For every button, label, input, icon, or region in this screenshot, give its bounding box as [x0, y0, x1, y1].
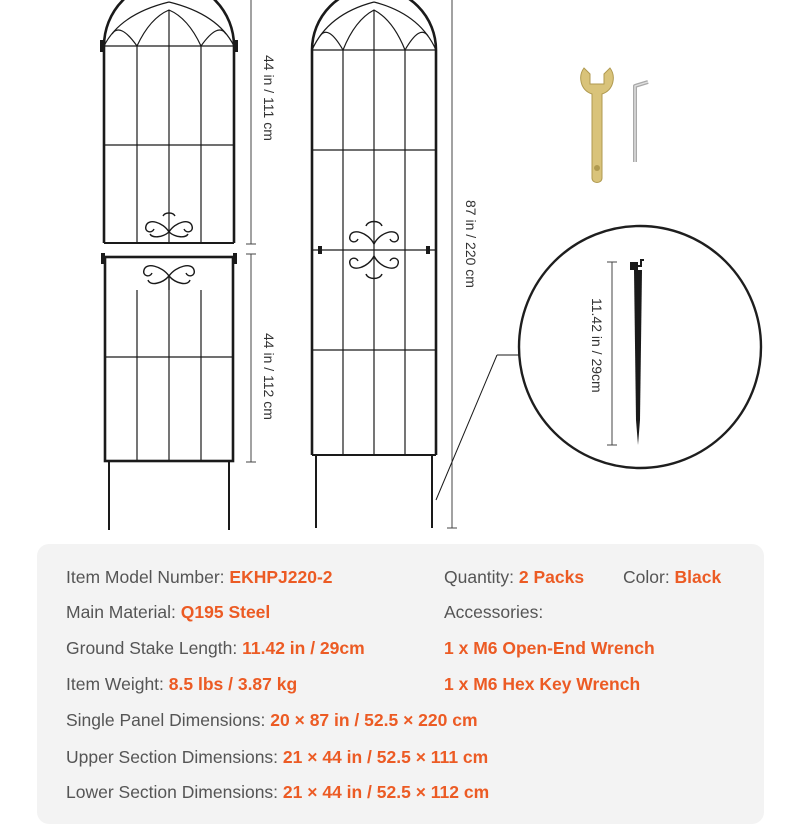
accessory-open-end-wrench: 1 x M6 Open-End Wrench	[444, 638, 655, 658]
spec-accessories-label: Accessories:	[444, 602, 544, 622]
spec-single-panel-value: 20 × 87 in / 52.5 × 220 cm	[270, 710, 478, 730]
upper-section-dimension: 44 in / 111 cm	[261, 55, 277, 141]
spec-lower-label: Lower Section Dimensions:	[66, 782, 283, 802]
spec-color-label: Color:	[623, 567, 675, 587]
spec-weight	[66, 673, 297, 695]
spec-stake-length	[66, 637, 365, 659]
spec-single-panel	[66, 709, 478, 731]
spec-material	[66, 601, 270, 623]
spec-stake-value: 11.42 in / 29cm	[242, 638, 365, 658]
accessory-hex-key-wrench: 1 x M6 Hex Key Wrench	[444, 674, 641, 694]
callout-leader	[436, 355, 497, 500]
open-end-wrench-icon	[581, 68, 614, 183]
spec-material-value: Q195 Steel	[180, 602, 271, 622]
spec-weight-value: 8.5 lbs / 3.87 kg	[168, 674, 298, 694]
assembled-panel	[312, 0, 436, 528]
spec-model	[66, 566, 333, 588]
lower-section-dimension: 44 in / 112 cm	[261, 333, 277, 420]
accessory-item	[444, 673, 640, 695]
spec-quantity	[444, 566, 584, 588]
scroll-ornament	[144, 266, 195, 290]
spec-weight-label: Item Weight:	[66, 674, 169, 694]
spec-quantity-label: Quantity:	[444, 567, 519, 587]
dimension-lines-left	[246, 0, 256, 462]
dimension-line-total	[447, 0, 457, 528]
spec-stake-label: Ground Stake Length:	[66, 638, 243, 658]
spec-color-value: Black	[674, 567, 722, 587]
hex-key-wrench-icon	[635, 82, 648, 162]
spec-material-label: Main Material:	[66, 602, 181, 622]
stake-length-dimension: 11.42 in / 29cm	[589, 298, 605, 393]
spec-upper-section	[66, 746, 488, 768]
spec-upper-value: 21 × 44 in / 52.5 × 111 cm	[282, 747, 489, 767]
upper-section-panel	[102, 0, 236, 243]
lower-section-panel	[103, 253, 235, 530]
spec-single-panel-label: Single Panel Dimensions:	[66, 710, 271, 730]
spec-color	[623, 566, 721, 588]
spec-model-value: EKHPJ220-2	[229, 567, 333, 587]
spec-upper-label: Upper Section Dimensions:	[66, 747, 283, 767]
spec-accessories	[444, 601, 543, 623]
spec-quantity-value: 2 Packs	[518, 567, 585, 587]
accessory-item	[444, 637, 655, 659]
total-height-dimension: 87 in / 220 cm	[463, 200, 479, 288]
spec-model-label: Item Model Number:	[66, 567, 230, 587]
spec-lower-value: 21 × 44 in / 52.5 × 112 cm	[282, 782, 490, 802]
